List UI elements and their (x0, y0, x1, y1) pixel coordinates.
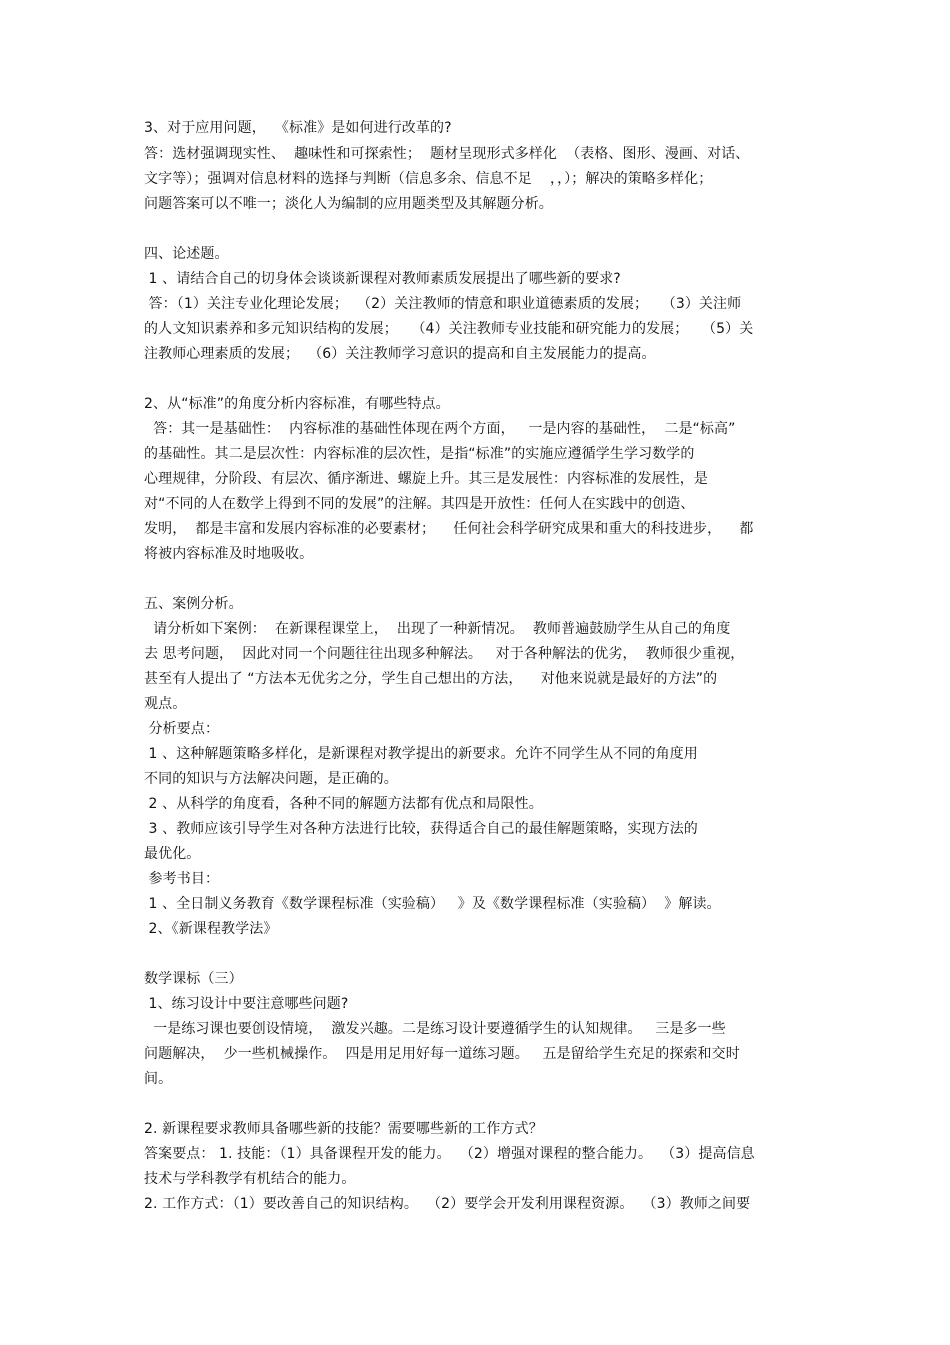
answer-line: 对“不同的人在数学上得到不同的发展”的注解。其四是开放性：任何人在实践中的创造、 (144, 496, 695, 512)
section-heading: 五、案例分析。 (144, 596, 243, 612)
body-line: 1 、这种解题策略多样化，是新课程对教学提出的新要求。允许不同学生从不同的角度用 (144, 746, 698, 762)
answer-line: 一是练习课也要创设情境， 激发兴趣。二是练习设计要遵循学生的认知规律。 三是多一些 (144, 1021, 726, 1037)
body-line: 最优化。 (144, 846, 201, 862)
body-line: 去 思考问题， 因此对同一个问题往往出现多种解法。 对于各种解法的优劣， 教师很少重视， (144, 646, 745, 662)
answer-line: 将被内容标准及时地吸收。 (144, 546, 314, 562)
answer-line: 2. 工作方式：（1）要改善自己的知识结构。 （2）要学会开发利用课程资源。 （3）教师之间要 (144, 1196, 751, 1212)
answer-line: 的人文知识素养和多元知识结构的发展； （4）关注教师专业技能和研究能力的发展； （5）关 (144, 321, 754, 337)
body-line: 不同的知识与方法解决问题，是正确的。 (144, 771, 398, 787)
answer-line: 间。 (144, 1071, 173, 1087)
answer-line: 答：其一是基础性： 内容标准的基础性体现在两个方面， 一是内容的基础性， 二是“标高” (144, 421, 736, 437)
subheading: 分析要点： (144, 721, 220, 737)
answer-line: 注教师心理素质的发展； （6）关注教师学习意识的提高和自主发展能力的提高。 (144, 346, 656, 362)
answer-line: 心理规律，分阶段、有层次、循序渐进、螺旋上升。其三是发展性：内容标准的发展性，是 (144, 471, 708, 487)
section-heading: 四、论述题。 (144, 246, 229, 262)
answer-line: 技术与学科教学有机结合的能力。 (144, 1171, 356, 1187)
section-heading: 数学课标（三） (144, 971, 243, 987)
body-line: 2 、从科学的角度看，各种不同的解题方法都有优点和局限性。 (144, 796, 543, 812)
answer-line: 的基础性。其二是层次性：内容标准的层次性，是指“标准”的实施应遵循学生学习数学的 (144, 446, 695, 462)
body-line: 甚至有人提出了 “方法本无优劣之分，学生自己想出的方法， 对他来说就是最好的方法”的 (144, 671, 718, 687)
answer-line: 问题解决， 少一些机械操作。 四是用足用好每一道练习题。 五是留给学生充足的探索和交时 (144, 1046, 740, 1062)
reference-item: 1 、全日制义务教育《数学课程标准（实验稿） 》及《数学课程标准（实验稿） 》解读。 (144, 896, 721, 912)
answer-line: 文字等）；强调对信息材料的选择与判断（信息多余、信息不足 ，，）；解决的策略多样化； (144, 171, 713, 187)
body-line: 请分析如下案例： 在新课程课堂上， 出现了一种新情况。 教师普遍鼓励学生从自己的角度 (144, 621, 731, 637)
answer-line: 问题答案可以不唯一；淡化人为编制的应用题类型及其解题分析。 (144, 196, 553, 212)
subheading: 参考书目： (144, 871, 220, 887)
body-line: 观点。 (144, 696, 187, 712)
body-line: 3 、教师应该引导学生对各种方法进行比较，获得适合自己的最佳解题策略，实现方法的 (144, 821, 698, 837)
answer-line: 发明， 都是丰富和发展内容标准的必要素材； 任何社会科学研究成果和重大的科技进步， 都 (144, 521, 754, 537)
answer-line: 答：选材强调现实性、 趣味性和可探索性； 题材呈现形式多样化 （表格、图形、漫画、对话、 (144, 146, 750, 162)
answer-line: 答案要点： 1. 技能：（1）具备课程开发的能力。 （2）增强对课程的整合能力。 （3）提高信息 (144, 1146, 755, 1162)
question-heading: 3、对于应用问题， 《标准》是如何进行改革的? (144, 120, 452, 136)
question-heading: 2. 新课程要求教师具备哪些新的技能？需要哪些新的工作方式？ (144, 1121, 543, 1137)
question-heading: 1 、请结合自己的切身体会谈谈新课程对教师素质发展提出了哪些新的要求? (144, 271, 621, 287)
answer-line: 答：（1）关注专业化理论发展； （2）关注教师的情意和职业道德素质的发展； （3）关注师 (144, 296, 742, 312)
question-heading: 2、从“标准”的角度分析内容标准，有哪些特点。 (144, 396, 450, 412)
question-heading: 1、练习设计中要注意哪些问题? (144, 996, 349, 1012)
reference-item: 2、《新课程教学法》 (144, 921, 278, 937)
